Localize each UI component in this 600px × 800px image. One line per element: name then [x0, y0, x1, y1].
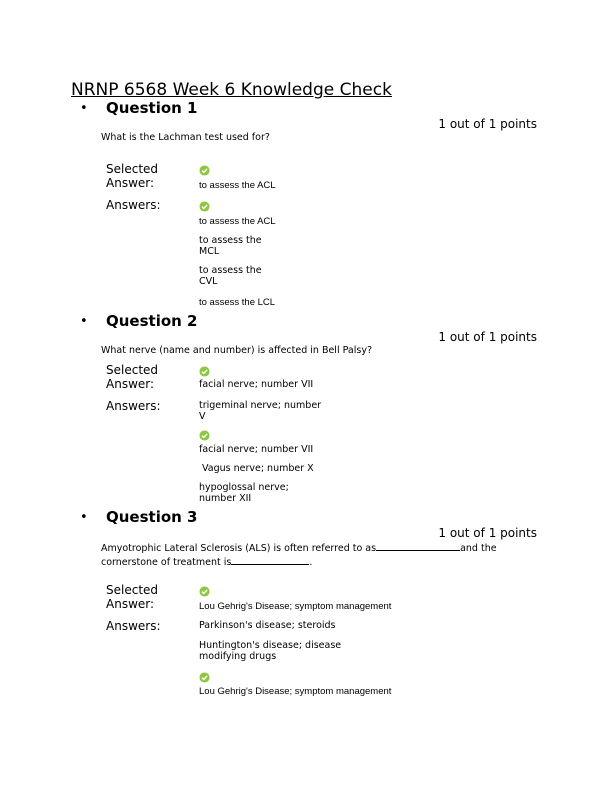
question-2-answer-option: trigeminal nerve; number V: [199, 400, 322, 422]
question-1-points: 1 out of 1 points: [438, 117, 537, 131]
fill-blank-line: [231, 555, 309, 565]
question-3-answer-option: Huntington's disease; disease modifying drugs: [199, 640, 342, 662]
question-3-heading: Question 3: [106, 508, 198, 526]
question-2-points: 1 out of 1 points: [438, 330, 537, 344]
check-circle-icon: [199, 165, 210, 176]
question-3-selected-answer: Lou Gehrig's Disease; symptom management: [199, 601, 392, 612]
bullet-question-1: •: [80, 101, 88, 116]
bullet-question-2: •: [80, 314, 88, 329]
check-circle-icon: [199, 366, 210, 377]
question-1-answer-option: to assess the MCL: [199, 235, 262, 257]
question-3-answer-option: Lou Gehrig's Disease; symptom management: [199, 686, 392, 697]
question-2-selected-answer: facial nerve; number VII: [199, 379, 314, 390]
question-1-selected-answer: to assess the ACL: [199, 180, 276, 191]
question-2-text: What nerve (name and number) is affected in Bell Palsy?: [101, 345, 372, 356]
bullet-question-3: •: [80, 510, 88, 525]
question-3-points: 1 out of 1 points: [438, 526, 537, 540]
question-2-answer-option: Vagus nerve; number X: [202, 463, 314, 474]
fill-blank-line: [376, 541, 460, 551]
question-1-answer-option: to assess the CVL: [199, 265, 262, 287]
check-circle-icon: [199, 672, 210, 683]
question-2-answer-option: facial nerve; number VII: [199, 444, 314, 455]
question-2-answers-label: Answers:: [106, 399, 161, 413]
check-circle-icon: [199, 201, 210, 212]
check-circle-icon: [199, 586, 210, 597]
question-1-selected-label: Selected Answer:: [106, 162, 159, 190]
question-1-heading: Question 1: [106, 99, 198, 117]
question-2-answer-option: hypoglossal nerve; number XII: [199, 482, 289, 504]
question-3-selected-label: Selected Answer:: [106, 583, 159, 611]
question-3-text: Amyotrophic Lateral Sclerosis (ALS) is often referred to as and the cornerstone of treatment is .: [101, 543, 497, 568]
check-circle-icon: [199, 430, 210, 441]
page-title: NRNP 6568 Week 6 Knowledge Check: [71, 80, 392, 100]
question-1-answer-option: to assess the LCL: [199, 297, 276, 308]
question-3-answer-option: Parkinson's disease; steroids: [199, 620, 336, 631]
question-3-answers-label: Answers:: [106, 619, 161, 633]
question-1-answers-label: Answers:: [106, 198, 161, 212]
question-1-answer-option: to assess the ACL: [199, 216, 276, 227]
question-2-selected-label: Selected Answer:: [106, 363, 159, 391]
question-2-heading: Question 2: [106, 312, 198, 330]
question-1-text: What is the Lachman test used for?: [101, 132, 270, 143]
